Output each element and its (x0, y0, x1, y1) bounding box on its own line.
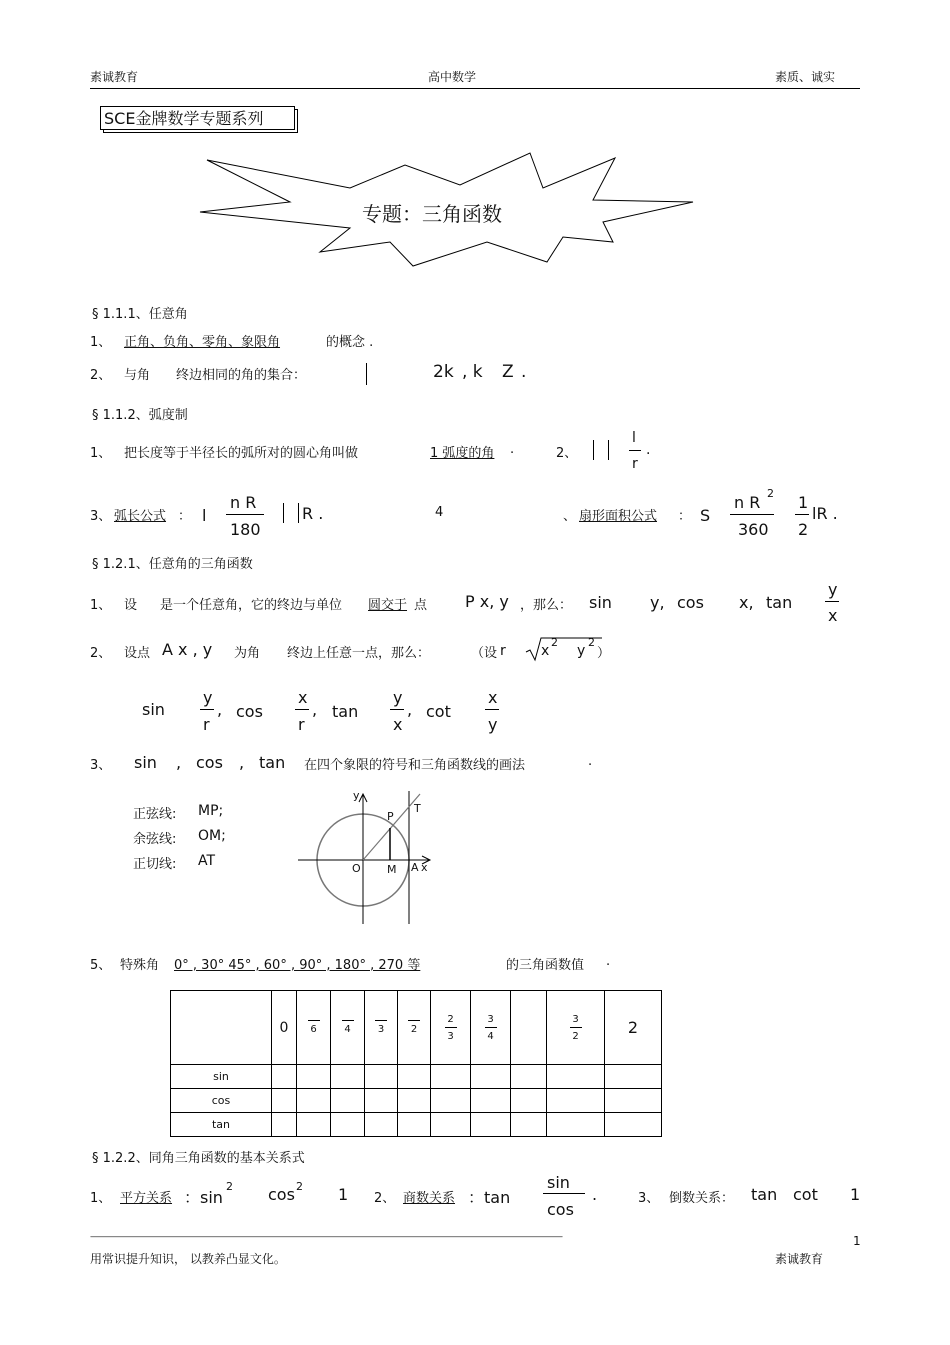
set-bar (366, 363, 367, 385)
item-number: 1、 (90, 1191, 112, 1206)
table-row (171, 1065, 662, 1089)
frac-num: sin (547, 1173, 570, 1192)
frac-bar (543, 1193, 585, 1194)
section-heading-121: § 1.2.1、任意角的三角函数 (92, 557, 253, 572)
abs-bar (298, 503, 299, 523)
footer-left: 用常识提升知识， 以教养凸显文化。 (90, 1252, 286, 1266)
frac-den: 180 (230, 520, 261, 539)
header-right: 素质、诚实 (775, 70, 836, 84)
frac-num: y (828, 580, 838, 599)
item-number: 2、 (556, 446, 578, 461)
item-number: 1、 (90, 335, 112, 350)
item-number: 5、 (90, 958, 112, 973)
frac-den: y (488, 715, 498, 734)
var-s: S (700, 506, 711, 525)
formula-cos: cos (268, 1185, 295, 1204)
formula-tan: tan (751, 1185, 778, 1204)
text: 设 (124, 598, 138, 613)
math-k: , k (462, 362, 483, 382)
fn-tan: tan (259, 753, 286, 772)
table-head-cell: 2 3 (431, 991, 471, 1065)
header-rule (90, 88, 860, 89)
item-number: 3、 (90, 509, 112, 524)
point-a: A x , y (162, 640, 213, 659)
sup-2: 2 (767, 487, 774, 500)
arc-length-term: 弧长公式 (114, 509, 167, 524)
formula-tan: ：tan (468, 1188, 511, 1207)
series-badge: SCE金牌数学专题系列 (100, 106, 295, 130)
header-center: 高中数学 (428, 70, 477, 84)
formula-sin: ：sin (184, 1188, 223, 1207)
math-2k: 2k (433, 362, 454, 382)
row-label-sin: sin (171, 1065, 272, 1089)
footer-right: 素诚教育 (775, 1252, 824, 1266)
table-head-cell: 3 2 (547, 991, 605, 1065)
dot: . (606, 954, 611, 969)
section-heading-122: § 1.2.2、同角三角函数的基本关系式 (92, 1151, 305, 1166)
abs-bar (283, 503, 284, 523)
frac-den-r: r (632, 456, 638, 472)
point-p-label: P (387, 810, 394, 823)
special-values-table (170, 990, 662, 1137)
val-x: x, (739, 593, 754, 612)
item-number: 2、 (374, 1191, 396, 1206)
sq-x: x (541, 643, 550, 659)
frac-num-l: l (632, 430, 636, 446)
comma: , (407, 700, 413, 719)
sq-y: y (577, 643, 586, 659)
table-head-cell: 3 (365, 991, 398, 1065)
fn-cot: cot (426, 702, 451, 721)
item-number: 1、 (90, 598, 112, 613)
var-r: r (500, 643, 506, 659)
fn-sin: sin (142, 700, 165, 719)
reciprocal-relation-term: 倒数关系： (669, 1191, 735, 1206)
frac-num: y (203, 688, 213, 707)
frac-bar (485, 709, 499, 710)
comma: , (176, 753, 182, 772)
axis-label-x: x (421, 861, 428, 874)
sup-2: 2 (226, 1180, 233, 1193)
frac-bar (629, 450, 641, 451)
item-number: 3、 (90, 758, 112, 773)
tangent-line-label: 正切线: (133, 857, 177, 872)
page-title: 专题：三角函数 (362, 202, 502, 226)
point-p: P x, y (465, 592, 509, 611)
section-heading-111: § 1.1.1、任意角 (92, 307, 188, 322)
frac-den: cos (547, 1200, 574, 1219)
quotient-relation-term: 商数关系 (403, 1191, 456, 1206)
var-r: R . (302, 504, 324, 523)
special-angles: 0° , 30° 45° , 60° , 90° , 180° , 270 等 (174, 958, 421, 973)
concept-text: 的概念 . (326, 335, 374, 350)
dot: . (510, 442, 515, 457)
math-dot: . (521, 362, 527, 382)
table-head-cell: 2 (605, 991, 662, 1065)
sup-2: 2 (296, 1180, 303, 1193)
table-corner (171, 991, 272, 1065)
cosine-line-value: OM; (198, 828, 226, 844)
fn-sin: sin (134, 753, 157, 772)
origin-label: O (352, 862, 361, 875)
page-number: 1 (853, 1234, 861, 1248)
formula-cot: cot (793, 1185, 818, 1204)
table-head-cell (511, 991, 547, 1065)
math-z: Z (502, 362, 514, 382)
table-header-row (171, 991, 662, 1065)
comma: , (217, 700, 223, 719)
frac-den: x (828, 606, 838, 625)
frac-num: y (393, 688, 403, 707)
sine-line-label: 正弦线: (133, 807, 177, 822)
val-y: y, (650, 593, 665, 612)
tangent-line-value: AT (198, 853, 216, 869)
text: 与角 (124, 368, 151, 383)
point-t-label: T (414, 802, 421, 815)
fn-cos: cos (196, 753, 223, 772)
var-l: l (202, 506, 207, 525)
axis-label-y: y (353, 789, 360, 802)
text: 在四个象限的符号和三角函数线的画法 (304, 758, 526, 773)
frac-bar (730, 514, 774, 515)
cosine-line-label: 余弦线: (133, 832, 177, 847)
item-number: 1、 (90, 446, 112, 461)
point-m-label: M (387, 863, 397, 876)
text: 点 (414, 598, 428, 613)
fn-tan: tan (766, 593, 793, 612)
table-head-cell: 6 (297, 991, 331, 1065)
point-a-label: A (411, 861, 419, 874)
sup-2: 2 (588, 636, 595, 649)
item-number: 2、 (90, 646, 112, 661)
text: 特殊角 (120, 958, 160, 973)
half-num: 1 (798, 493, 809, 512)
frac-num: x (298, 688, 308, 707)
text: 终边相同的角的集合： (176, 368, 307, 383)
dot: . (646, 442, 651, 458)
sine-line-value: MP; (198, 803, 224, 819)
frac-num: n R (230, 493, 257, 512)
fn-tan: tan (332, 702, 359, 721)
frac-num: n R (734, 493, 761, 512)
table-head-cell: 0 (272, 991, 297, 1065)
abs-bar (593, 440, 594, 460)
footer-dashes: ——————————————————————————————————————————————————————————— (90, 1232, 562, 1242)
table-head-cell: 4 (331, 991, 365, 1065)
fn-sin: sin (589, 593, 612, 612)
radian-def-text: 把长度等于半径长的弧所对的圆心角叫做 (124, 446, 359, 461)
item-number: 4 (435, 505, 444, 520)
frac-bar (825, 601, 839, 602)
sup-2: 2 (551, 636, 558, 649)
text: 的三角函数值 (506, 958, 585, 973)
sep: 、 (563, 509, 577, 524)
frac-bar (295, 709, 309, 710)
table-row (171, 1113, 662, 1137)
formula-one: 1 (850, 1185, 861, 1204)
sector-area-term: 扇形面积公式 (579, 509, 658, 524)
table-head-cell: 2 (398, 991, 431, 1065)
text: （设 (471, 646, 498, 661)
radian-term: 1 弧度的角 (430, 446, 495, 461)
frac-bar (390, 709, 404, 710)
underlined-text: 圆交于 (368, 598, 408, 613)
item-number: 2、 (90, 368, 112, 383)
table-head-cell: 3 4 (471, 991, 511, 1065)
row-label-cos: cos (171, 1089, 272, 1113)
half-den: 2 (798, 520, 809, 539)
lr-tail: lR . (812, 504, 838, 523)
header-left: 素诚教育 (90, 70, 139, 84)
comma: , (312, 700, 318, 719)
fn-cos: cos (236, 702, 263, 721)
frac-den: x (393, 715, 403, 734)
frac-den: r (298, 715, 305, 734)
square-relation-term: 平方关系 (120, 1191, 173, 1206)
section-heading-112: § 1.1.2、弧度制 (92, 408, 188, 423)
frac-bar (226, 514, 264, 515)
comma: , (239, 753, 245, 772)
formula-one: 1 (338, 1185, 349, 1204)
frac-den: 360 (738, 520, 769, 539)
dot: . (592, 1185, 598, 1204)
row-label-tan: tan (171, 1113, 272, 1137)
colon: ： (178, 509, 192, 524)
text: 终边上任意一点，那么： (287, 646, 431, 661)
frac-num: x (488, 688, 498, 707)
item-number: 3、 (638, 1191, 660, 1206)
dot: . (588, 754, 593, 769)
text: ，那么： (520, 598, 573, 613)
angle-types-text: 正角、负角、零角、象限角 (124, 335, 281, 350)
text: 是一个任意角，它的终边与单位 (160, 598, 343, 613)
text: 设点 (124, 646, 151, 661)
frac-den: r (203, 715, 210, 734)
frac-bar (795, 514, 809, 515)
text: ） (597, 646, 611, 661)
frac-bar (200, 709, 214, 710)
colon: ： (678, 509, 692, 524)
fn-cos: cos (677, 593, 704, 612)
text: 为角 (234, 646, 261, 661)
table-row (171, 1089, 662, 1113)
abs-bar (608, 440, 609, 460)
